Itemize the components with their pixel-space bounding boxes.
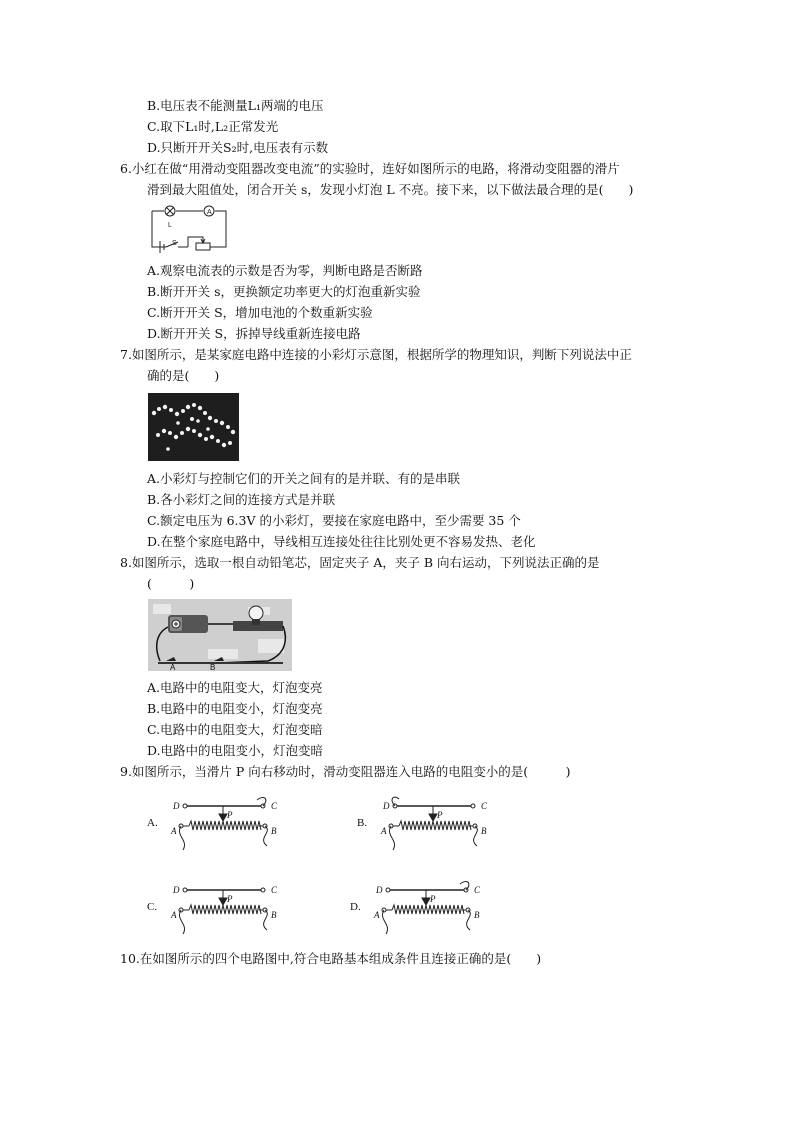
q7-option-b: B.各小彩灯之间的连接方式是并联 (147, 492, 336, 507)
q6-circuit-figure (148, 205, 230, 255)
terminal-d-label: D (173, 801, 180, 811)
q6-option-d: D.断开开关 S，拆掉导线重新连接电路 (147, 326, 361, 341)
terminal-d-label: D (383, 801, 390, 811)
q9-fig-option-label: C. (147, 901, 158, 913)
slider-p-label: P (437, 810, 443, 820)
q9-fig-option-label: A. (147, 817, 158, 829)
terminal-a-label: A (374, 910, 380, 920)
q9-fig-option-label: B. (357, 817, 368, 829)
q6-option-c: C.断开开关 S，增加电池的个数重新实验 (147, 305, 373, 320)
q8-clip-a-label: A (170, 663, 176, 671)
terminal-b-label: B (271, 910, 277, 920)
q5-option-d: D.只断开开关S₂时,电压表有示数 (147, 140, 329, 155)
q6-lamp-label: L (168, 222, 172, 229)
q9-fig-option-label: D. (350, 901, 361, 913)
q9-rheostat-figure-d (348, 880, 488, 938)
q6-option-a: A.观察电流表的示数是否为零，判断电路是否断路 (147, 263, 423, 278)
q6-switch-label: S (172, 240, 177, 247)
terminal-c-label: C (481, 801, 488, 811)
q5-option-b: B.电压表不能测量L₁两端的电压 (147, 98, 324, 113)
q7-option-c: C.额定电压为 6.3V 的小彩灯，要接在家庭电路中，至少需要 35 个 (147, 513, 521, 528)
q8-option-d: D.电路中的电阻变小，灯泡变暗 (147, 743, 324, 758)
svg-text:A: A (207, 209, 212, 216)
q7-stem-line2: 确的是( ) (147, 368, 220, 383)
terminal-b-label: B (271, 826, 277, 836)
q9-stem: 9.如图所示，当滑片 P 向右移动时，滑动变阻器连入电路的电阻变小的是( ) (120, 764, 571, 779)
q8-option-a: A.电路中的电阻变大，灯泡变亮 (147, 680, 323, 695)
q8-option-c: C.电路中的电阻变大，灯泡变暗 (147, 722, 323, 737)
terminal-b-label: B (474, 910, 480, 920)
terminal-b-label: B (481, 826, 487, 836)
q8-stem-line1: 8.如图所示，选取一根自动铅笔芯，固定夹子 A，夹子 B 向右运动，下列说法正确的是 (120, 555, 600, 570)
q8-pencil-lead-circuit-photo (148, 599, 292, 671)
q8-option-b: B.电路中的电阻变小，灯泡变亮 (147, 701, 323, 716)
terminal-a-label: A (381, 826, 387, 836)
slider-p-label: P (430, 894, 436, 904)
terminal-d-label: D (376, 885, 383, 895)
terminal-d-label: D (173, 885, 180, 895)
terminal-a-label: A (171, 826, 177, 836)
q6-stem-line1: 6.小红在做“用滑动变阻器改变电流”的实验时，连好如图所示的电路，将滑动变阻器的滑片 (120, 161, 620, 176)
q7-option-d: D.在整个家庭电路中，导线相互连接处往往比别处更不容易发热、老化 (147, 534, 536, 549)
slider-p-label: P (227, 894, 233, 904)
q7-string-lights-photo (148, 393, 239, 461)
q9-rheostat-figure-b (355, 796, 495, 858)
q9-rheostat-figure-a (145, 796, 285, 858)
terminal-c-label: C (474, 885, 481, 895)
terminal-c-label: C (271, 801, 278, 811)
q7-stem-line1: 7.如图所示，是某家庭电路中连接的小彩灯示意图，根据所学的物理知识，判断下列说法中正 (120, 347, 632, 362)
q6-option-b: B.断开开关 s，更换额定功率更大的灯泡重新实验 (147, 284, 421, 299)
q6-stem-line2: 滑到最大阻值处，闭合开关 s，发现小灯泡 L 不亮。接下来，以下做法最合理的是( ) (147, 182, 634, 197)
q10-stem: 10.在如图所示的四个电路图中,符合电路基本组成条件且连接正确的是( ) (120, 951, 542, 966)
q9-rheostat-figure-c (145, 880, 285, 938)
q8-clip-b-label: B (210, 663, 216, 671)
slider-p-label: P (227, 810, 233, 820)
q8-stem-line2: ( ) (147, 576, 195, 591)
terminal-c-label: C (271, 885, 278, 895)
terminal-a-label: A (171, 910, 177, 920)
q5-option-c: C.取下L₁时,L₂正常发光 (147, 119, 279, 134)
q7-option-a: A.小彩灯与控制它们的开关之间有的是并联、有的是串联 (147, 471, 461, 486)
